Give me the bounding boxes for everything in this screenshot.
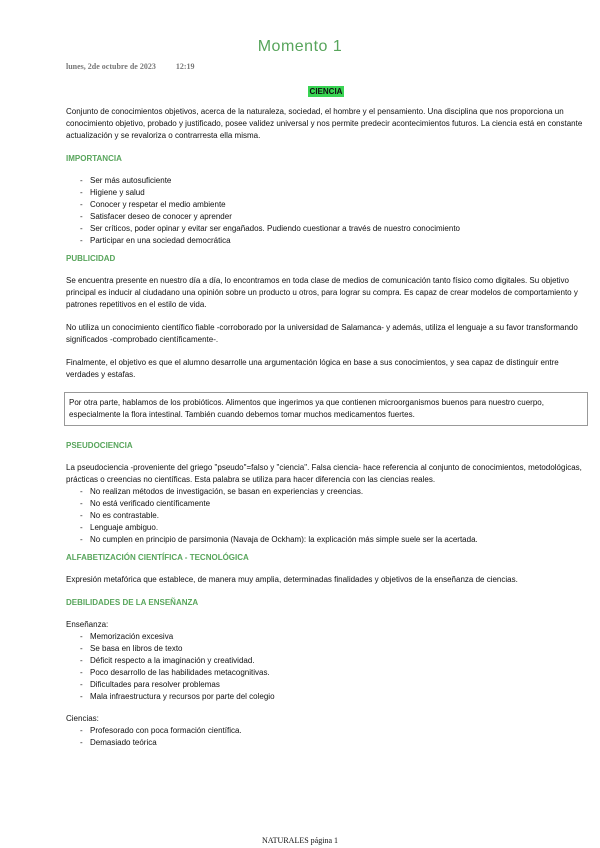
list-item: - Conocer y respetar el medio ambiente (80, 199, 586, 211)
list-item: - Dificultades para resolver problemas (80, 679, 586, 691)
ensenanza-list (80, 631, 586, 703)
page-title: Momento 1 (257, 38, 343, 55)
list-item: - Satisfacer deseo de conocer y aprender (80, 211, 586, 223)
highlight-row (66, 86, 586, 98)
ciencias-label: Ciencias: (66, 714, 99, 723)
page-footer: NATURALES página 1 (262, 836, 338, 845)
page-meta (66, 62, 195, 71)
list-item: - Déficit respecto a la imaginación y creatividad. (80, 655, 586, 667)
list-item: - Se basa en libros de texto (80, 643, 586, 655)
page-date: lunes, 2de octubre de 2023 (66, 62, 156, 71)
section-heading-debilidades: DEBILIDADES DE LA ENSEÑANZA (66, 598, 199, 607)
list-item: - Profesorado con poca formación científica. (80, 725, 586, 737)
list-item: - Lenguaje ambiguo. (80, 522, 586, 534)
list-item: - Mala infraestructura y recursos por parte del colegio (80, 691, 586, 703)
section-heading-importancia: IMPORTANCIA (66, 154, 122, 163)
list-item: - No realizan métodos de investigación, se basan en experiencias y creencias. (80, 486, 586, 498)
alfabetizacion-paragraph: Expresión metafórica que establece, de manera muy amplia, determinadas finalidades y objetivos de la enseñanza de ciencias. (66, 575, 518, 584)
intro-paragraph: Conjunto de conocimientos objetivos, acerca de la naturaleza, sociedad, el hombre y el pensamiento. Una disciplina que nos proporciona un conocimiento objetivo, probado y justificado, posee validez universal y nos permite predecir acontecimientos futuros. La ciencia está en constante actualización y se revaloriza o contrarresta ella misma. (66, 107, 583, 140)
list-item: - Poco desarrollo de las habilidades metacognitivas. (80, 667, 586, 679)
section-heading-pseudociencia: PSEUDOCIENCIA (66, 441, 133, 450)
list-item: - Ser más autosuficiente (80, 175, 586, 187)
highlighted-heading: CIENCIA (309, 87, 343, 96)
pseudociencia-list (80, 486, 586, 546)
ensenanza-label: Enseñanza: (66, 620, 109, 629)
list-item: - Ser críticos, poder opinar y evitar ser engañados. Pudiendo cuestionar a través de nuestro conocimiento (80, 223, 586, 235)
publicidad-paragraph-1: Se encuentra presente en nuestro día a día, lo encontramos en toda clase de medios de comunicación tanto físico como digitales. Su objetivo principal es inducir al ciudadano una opinión sobre un producto u otros, para lograr su compra. Es capaz de crear modelos de comportamiento y patrones repetitivos en el estilo de vida. (66, 276, 578, 309)
publicidad-paragraph-3: Finalmente, el objetivo es que el alumno desarrolle una argumentación lógica en base a sus conocimientos, y sea capaz de distinguir entre verdades y estafas. (66, 358, 559, 379)
ciencias-list (80, 725, 586, 749)
page-time: 12:19 (175, 62, 195, 71)
section-heading-alfabetizacion: ALFABETIZACIÓN CIENTÍFICA - TECNOLÓGICA (66, 553, 249, 562)
list-item: - No está verificado científicamente (80, 498, 586, 510)
probioticos-box: Por otra parte, hablamos de los probióticos. Alimentos que ingerimos ya que contienen microorganismos buenos para nuestro cuerpo, especialmente la flora intestinal. También cuando debemos tomar muchos medicamentos fuertes. (64, 392, 588, 426)
list-item: - Memorización excesiva (80, 631, 586, 643)
section-heading-publicidad: PUBLICIDAD (66, 254, 116, 263)
publicidad-paragraph-2: No utiliza un conocimiento científico fiable -corroborado por la universidad de Salamanca- y además, utiliza el lenguaje a su favor transformando significados -comprobado científicamente-. (66, 323, 578, 344)
list-item: - Demasiado teórica (80, 737, 586, 749)
list-item: - No cumplen en principio de parsimonia (Navaja de Ockham): la explicación más simple suele ser la acertada. (80, 534, 586, 546)
list-item: - Higiene y salud (80, 187, 586, 199)
list-item: - Participar en una sociedad democrática (80, 235, 586, 247)
list-item: - No es contrastable. (80, 510, 586, 522)
importancia-list (80, 175, 586, 247)
pseudociencia-paragraph: La pseudociencia -proveniente del griego "pseudo"=falso y "ciencia". Falsa ciencia- hace referencia al conjunto de conocimientos, metodológicas, prácticas o creencias no científicas. Esta palabra se utiliza para hacer diferencia con las ciencias reales. (66, 463, 582, 484)
page-content (66, 86, 586, 755)
